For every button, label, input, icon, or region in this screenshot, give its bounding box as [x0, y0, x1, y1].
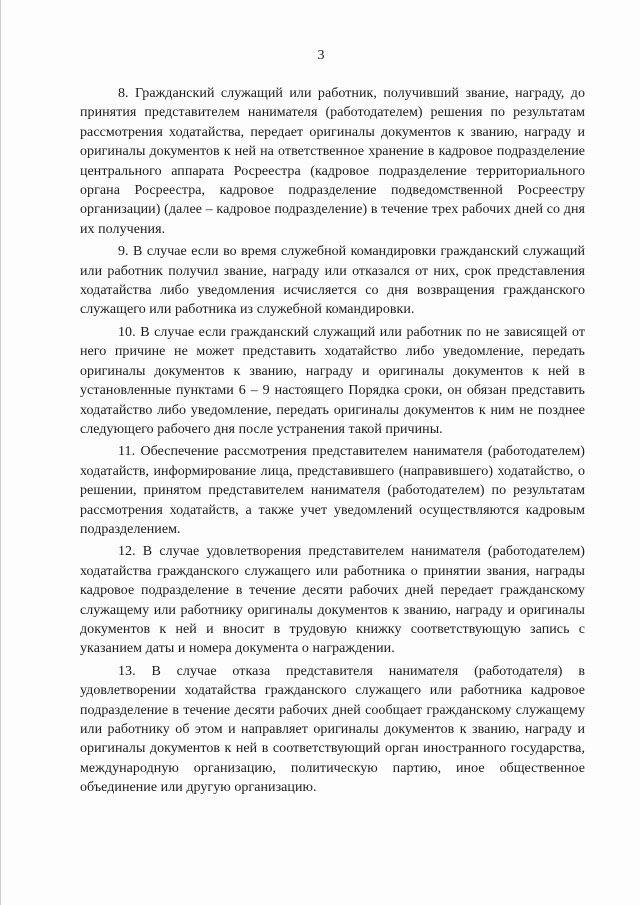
paragraph-9: 9. В случае если во время служебной командировки гражданский служащий или работник получил звание, награду или отказался от них, срок представления ходатайства либо уведомления исчисляется со дня возвращения гражданского служащего или работника из служебной командировки.: [80, 244, 585, 318]
paragraph-12: 12. В случае удовлетворения представителем нанимателя (работодателем) ходатайства гражданского служащего или работника о принятии звания, награды кадровое подразделение в течение десяти рабочих дней передает гражданскому служащему или работнику оригиналы документов к званию, награду и оригиналы документов к ней и вносит в трудовую книжку соответствующую запись с указанием даты и номера документа о награждении.: [80, 544, 585, 657]
paragraph-13: 13. В случае отказа представителя нанимателя (работодателя) в удовлетворении ходатайства гражданского служащего или работника кадровое подразделение в течение десяти рабочих дней сообщает гражданскому служащему или работнику об этом и направляет оригиналы документов к званию, награду и оригиналы документов к ней в соответствующий орган иностранного государства, международную организацию, политическую партию, иное общественное объединение или другую организацию.: [80, 663, 585, 796]
paragraph-8: 8. Гражданский служащий или работник, получивший звание, награду, до принятия представителем нанимателя (работодателем) решения по результатам рассмотрения ходатайства, передает оригиналы документов к званию, награду и оригиналы документов к ней на ответственное хранение в кадровое подразделение центрального аппарата Росреестра (кадровое подразделение территориального органа Росреестра, кадровое подразделение подведомственной Росреестру организации) (далее – кадровое подразделение) в течение трех рабочих дней со дня их получения.: [80, 86, 585, 237]
document-body: [80, 84, 585, 801]
page-number: 3: [317, 48, 325, 63]
paragraph-11: 11. Обеспечение рассмотрения представителем нанимателя (работодателем) ходатайств, информирование лица, представившего (направившего) ходатайство, о решении, принятом представителем нанимателя (работодателем) по результатам рассмотрения ходатайств, а также учет уведомлений осуществляются кадровым подразделением.: [80, 444, 585, 537]
paragraph-10: 10. В случае если гражданский служащий или работник по не зависящей от него причине не может представить ходатайство либо уведомление, передать оригиналы документов к званию, награду и оригиналы документов к ней в установленные пунктами 6 – 9 настоящего Порядка сроки, он обязан представить ходатайство либо уведомление, передать оригиналы документов к ним не позднее следующего рабочего дня после устранения такой причины.: [80, 324, 585, 437]
